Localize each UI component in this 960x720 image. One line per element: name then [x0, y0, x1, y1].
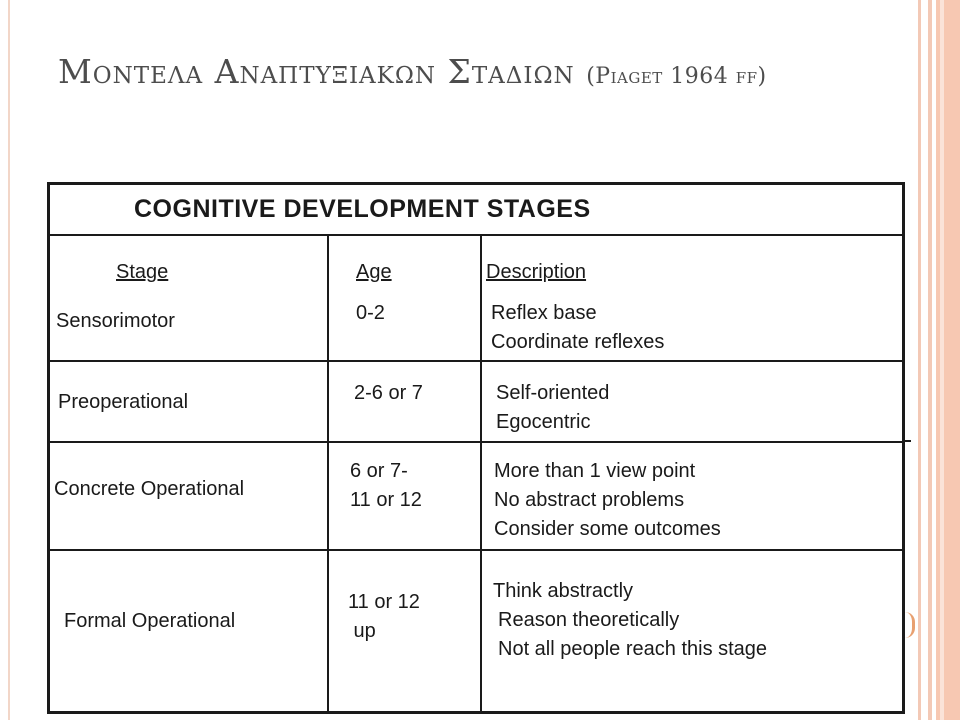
decorative-stripe — [928, 0, 932, 720]
decorative-stripe — [918, 0, 921, 720]
stage-cell: Preoperational — [58, 391, 189, 413]
description-line: Reflex base — [491, 302, 597, 324]
decorative-arc — [905, 612, 915, 638]
slide-title — [58, 52, 767, 91]
age-cell: 11 or 12 — [348, 591, 420, 613]
description-line: Egocentric — [496, 411, 591, 433]
description-line: Consider some outcomes — [494, 518, 721, 540]
column-header-stage: Stage — [116, 261, 169, 283]
description-line: Self-oriented — [496, 382, 610, 404]
age-cell: 6 or 7- — [350, 460, 408, 482]
table-column-rule — [327, 234, 329, 712]
description-line: Not all people reach this stage — [498, 638, 768, 660]
slide-title-citation: (Piaget 1964 ff) — [586, 64, 767, 89]
table-rule — [50, 549, 902, 551]
left-border-rule — [8, 0, 10, 720]
stage-cell: Concrete Operational — [54, 478, 245, 500]
description-line: Think abstractly — [493, 580, 634, 602]
age-cell: 11 or 12 — [350, 489, 422, 511]
table-rule — [50, 441, 902, 443]
table-heading: COGNITIVE DEVELOPMENT STAGES — [134, 195, 591, 223]
description-line: Coordinate reflexes — [491, 331, 665, 353]
stages-table-image — [47, 182, 905, 714]
stage-cell: Formal Operational — [64, 610, 236, 632]
slide-title-main: Μοντελα Αναπτυξιακων Σταδιων — [58, 52, 575, 91]
column-header-age: Age — [356, 261, 392, 283]
description-line: No abstract problems — [494, 489, 685, 511]
age-cell: 0-2 — [356, 302, 385, 324]
table-rule — [50, 360, 902, 362]
age-cell: up — [348, 620, 376, 642]
column-header-description: Description — [486, 261, 587, 283]
description-line: Reason theoretically — [498, 609, 680, 631]
stage-cell: Sensorimotor — [56, 310, 175, 332]
description-line: More than 1 view point — [494, 460, 696, 482]
table-rule — [50, 234, 902, 236]
table-column-rule — [480, 234, 482, 712]
table-rule-overhang — [905, 440, 911, 442]
age-cell: 2-6 or 7 — [354, 382, 423, 404]
decorative-stripe — [940, 0, 944, 720]
